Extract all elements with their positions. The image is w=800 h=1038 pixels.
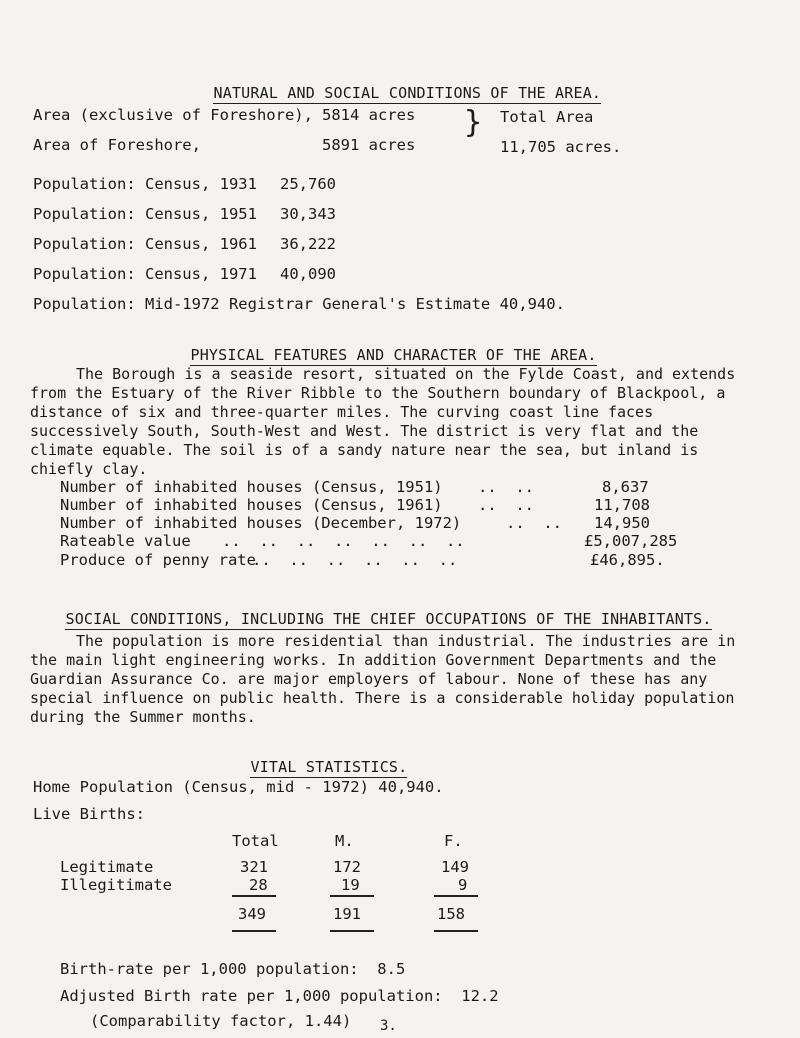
social-conditions-heading: SOCIAL CONDITIONS, INCLUDING THE CHIEF OCCUPATIONS OF THE INHABITANTS. xyxy=(65,610,712,628)
population-estimate: Population: Mid-1972 Registrar General's Estimate 40,940. xyxy=(33,295,565,313)
physical-features-heading: PHYSICAL FEATURES AND CHARACTER OF THE AREA. xyxy=(190,346,597,364)
housing-1961-dots: .. .. xyxy=(478,496,534,514)
housing-1972-label: Number of inhabited houses (December, 1972) xyxy=(60,514,462,532)
housing-1961-value: 11,708 xyxy=(594,496,650,514)
f-column-rule xyxy=(434,895,478,897)
births-header-total: Total xyxy=(232,832,279,850)
rateable-value-dots: .. .. .. .. .. .. .. xyxy=(222,532,465,550)
population-1971-value: 40,090 xyxy=(280,265,336,283)
adjusted-birth-rate: Adjusted Birth rate per 1,000 population: 12.2 xyxy=(60,987,499,1005)
total-column-rule xyxy=(232,895,276,897)
area-exclusive-value: 5814 acres xyxy=(322,106,416,124)
page-title: NATURAL AND SOCIAL CONDITIONS OF THE AREA. xyxy=(213,84,602,102)
penny-rate-dots: .. .. .. .. .. .. xyxy=(252,551,458,569)
area-foreshore-label: Area of Foreshore, xyxy=(33,136,201,154)
population-1931-value: 25,760 xyxy=(280,175,336,193)
total-column-double-rule xyxy=(232,930,276,932)
comparability-factor: (Comparability factor, 1.44) xyxy=(90,1012,352,1030)
births-header-m: M. xyxy=(335,832,354,850)
social-conditions-text: The population is more residential than industrial. The industries are in the main light engineering works. In addition Government Departments and the Guardian Assurance Co. are major employers of labour. None of these has any special influence on public health. There is a considerable holiday population during the Summer months. xyxy=(30,632,736,726)
population-1961-label: Population: Census, 1961 xyxy=(33,235,257,253)
page-number: 3. xyxy=(380,1018,397,1034)
illegitimate-m: 19 xyxy=(341,876,360,894)
legitimate-m: 172 xyxy=(333,858,361,876)
legitimate-f: 149 xyxy=(441,858,469,876)
births-total-total: 349 xyxy=(238,905,266,923)
legitimate-label: Legitimate xyxy=(60,858,154,876)
legitimate-total: 321 xyxy=(240,858,268,876)
area-brace: } xyxy=(464,105,483,140)
population-1931-label: Population: Census, 1931 xyxy=(33,175,257,193)
illegitimate-label: Illegitimate xyxy=(60,876,172,894)
population-1951-value: 30,343 xyxy=(280,205,336,223)
housing-1951-label: Number of inhabited houses (Census, 1951) xyxy=(60,478,443,496)
home-population: Home Population (Census, mid - 1972) 40,940. xyxy=(33,778,444,796)
housing-1972-value: 14,950 xyxy=(594,514,650,532)
births-total-m: 191 xyxy=(333,905,361,923)
f-column-double-rule xyxy=(434,930,478,932)
illegitimate-f: 9 xyxy=(458,876,468,894)
population-1951-label: Population: Census, 1951 xyxy=(33,205,257,223)
area-exclusive-label: Area (exclusive of Foreshore), xyxy=(33,106,313,124)
housing-1972-dots: .. .. xyxy=(506,514,562,532)
population-1961-value: 36,222 xyxy=(280,235,336,253)
total-area-value: 11,705 acres. xyxy=(500,138,622,156)
vital-statistics-heading: VITAL STATISTICS. xyxy=(250,758,408,776)
rateable-value-label: Rateable value xyxy=(60,532,191,550)
rateable-value-value: £5,007,285 xyxy=(584,532,678,550)
penny-rate-label: Produce of penny rate xyxy=(60,551,256,569)
housing-1961-label: Number of inhabited houses (Census, 1961) xyxy=(60,496,443,514)
housing-1951-dots: .. .. xyxy=(478,478,534,496)
live-births-label: Live Births: xyxy=(33,805,145,823)
birth-rate: Birth-rate per 1,000 population: 8.5 xyxy=(60,960,406,978)
illegitimate-total: 28 xyxy=(249,876,268,894)
housing-1951-value: 8,637 xyxy=(602,478,649,496)
births-header-f: F. xyxy=(444,832,463,850)
area-foreshore-value: 5891 acres xyxy=(322,136,416,154)
m-column-double-rule xyxy=(330,930,374,932)
births-total-f: 158 xyxy=(437,905,465,923)
total-area-label: Total Area xyxy=(500,108,594,126)
population-1971-label: Population: Census, 1971 xyxy=(33,265,257,283)
physical-features-text: The Borough is a seaside resort, situated on the Fylde Coast, and extends from the Estuary of the River Ribble to the Southern boundary of Blackpool, a distance of six and three-quarter miles. The curving coast line faces successively South, South-West and West. The district is very flat and the climate equable. The soil is of a sandy nature near the sea, but inland is chiefly clay. xyxy=(30,365,736,478)
penny-rate-value: £46,895. xyxy=(590,551,665,569)
m-column-rule xyxy=(330,895,374,897)
